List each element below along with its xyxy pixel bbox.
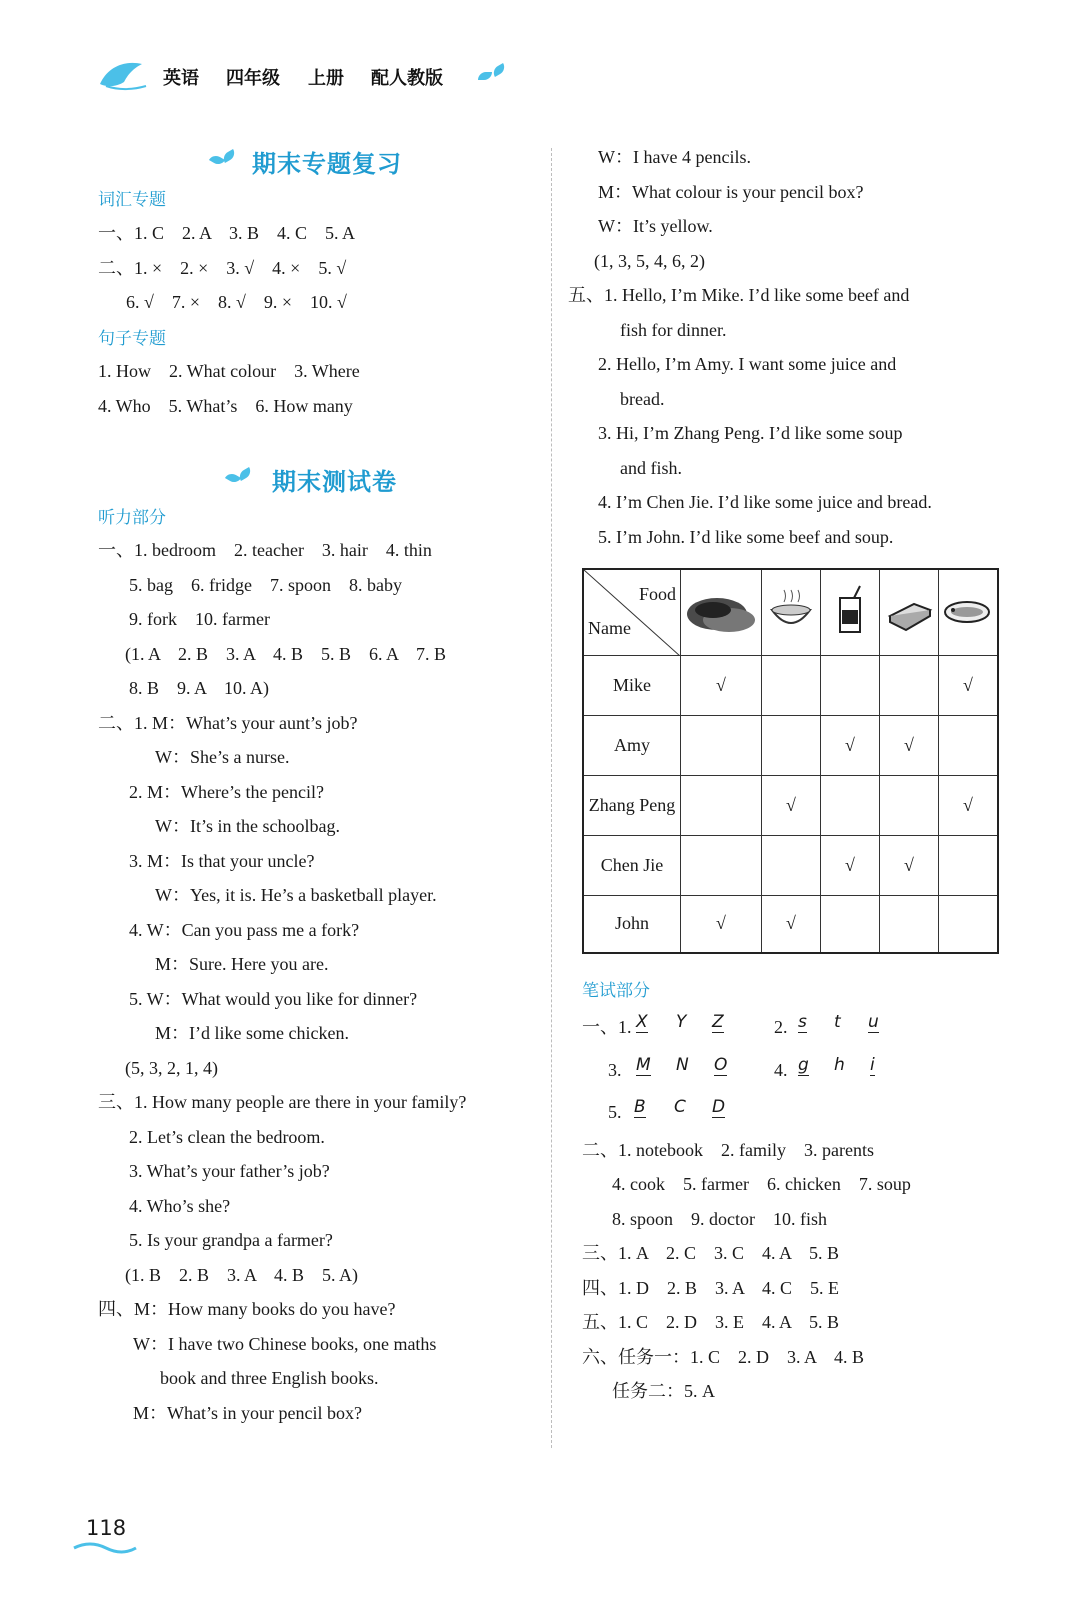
- letter-answer: i: [870, 1055, 875, 1075]
- answer-line: 一、1. bedroom 2. teacher 3. hair 4. thin: [98, 540, 432, 560]
- table-name-cell: Zhang Peng: [583, 775, 681, 835]
- food-table: [582, 568, 999, 954]
- table-check-cell: [939, 895, 999, 953]
- answer-line: 5. W：What would you like for dinner?: [129, 989, 418, 1009]
- sentence-label: 句子专题: [98, 329, 166, 349]
- answer-line: W：It’s in the schoolbag.: [155, 816, 340, 836]
- header-grade: 四年级: [226, 68, 280, 89]
- table-check-cell: [880, 655, 939, 715]
- letter-answer: B: [634, 1097, 646, 1117]
- answer-line: 四、1. D 2. B 3. A 4. C 5. E: [582, 1278, 840, 1298]
- table-check-cell: √: [880, 835, 939, 895]
- letter-answer: Z: [712, 1012, 724, 1032]
- table-check-cell: √: [821, 715, 880, 775]
- table-corner-cell: [583, 569, 681, 655]
- answer-line: fish for dinner.: [620, 320, 727, 340]
- soup-icon: [762, 569, 821, 655]
- answer-line: and fish.: [620, 458, 682, 478]
- letters-num: 3.: [608, 1060, 622, 1080]
- answer-line: bread.: [620, 389, 665, 409]
- table-check-cell: √: [681, 655, 762, 715]
- answer-line: M：What’s in your pencil box?: [133, 1403, 362, 1423]
- table-check-cell: [880, 895, 939, 953]
- answer-line: W：Yes, it is. He’s a basketball player.: [155, 885, 437, 905]
- leaf-icon: [237, 467, 253, 481]
- table-check-cell: [762, 655, 821, 715]
- table-check-cell: [762, 835, 821, 895]
- answer-line: 5. Is your grandpa a farmer?: [129, 1230, 333, 1250]
- leaf-icon: [491, 63, 507, 77]
- letter-answer: g: [798, 1055, 809, 1075]
- answer-line: W：It’s yellow.: [598, 216, 713, 236]
- answer-line: 1. How 2. What colour 3. Where: [98, 361, 360, 381]
- letter-answer: u: [868, 1012, 879, 1032]
- table-check-cell: [762, 715, 821, 775]
- answer-line: 五、1. Hello, I’m Mike. I’d like some beef and: [568, 285, 910, 305]
- answer-line: 3. Hi, I’m Zhang Peng. I’d like some soup: [598, 423, 903, 443]
- table-check-cell: [681, 775, 762, 835]
- answer-line: 二、1. × 2. × 3. √ 4. × 5. √: [98, 258, 347, 278]
- answer-line: 4. Who 5. What’s 6. How many: [98, 396, 353, 416]
- answer-line: (1. B 2. B 3. A 4. B 5. A): [125, 1265, 359, 1285]
- answer-line: 五、1. C 2. D 3. E 4. A 5. B: [582, 1312, 840, 1332]
- answer-line: 2. Hello, I’m Amy. I want some juice and: [598, 354, 897, 374]
- table-check-cell: [821, 775, 880, 835]
- listening-label: 听力部分: [98, 508, 166, 528]
- bread-icon: [880, 569, 939, 655]
- table-name-cell: John: [583, 895, 681, 953]
- table-name-cell: Amy: [583, 715, 681, 775]
- letters-num: 一、1.: [582, 1017, 632, 1037]
- letter-answer: O: [714, 1055, 728, 1075]
- letters-num: 4.: [774, 1060, 788, 1080]
- answer-line: 三、1. How many people are there in your family?: [98, 1092, 467, 1112]
- table-check-cell: [821, 655, 880, 715]
- page-wave-icon: [72, 1540, 138, 1554]
- answer-line: M：Sure. Here you are.: [155, 954, 329, 974]
- letter-answer: D: [712, 1097, 726, 1117]
- table-check-cell: [681, 715, 762, 775]
- answer-line: 5. bag 6. fridge 7. spoon 8. baby: [129, 575, 402, 595]
- answer-line: 8. B 9. A 10. A): [129, 678, 270, 698]
- table-check-cell: [939, 715, 999, 775]
- table-check-cell: √: [939, 775, 999, 835]
- section-title-final-test: 期末测试卷: [272, 468, 397, 496]
- letter-answer: X: [636, 1012, 648, 1032]
- table-name-cell: Chen Jie: [583, 835, 681, 895]
- table-check-cell: [939, 835, 999, 895]
- diagonal-line: [584, 570, 680, 656]
- header-subject: 英语: [163, 68, 199, 89]
- letters-num: 2.: [774, 1017, 788, 1037]
- vocab-label: 词汇专题: [98, 190, 166, 210]
- header-volume: 上册: [308, 68, 344, 89]
- letter-given: C: [674, 1097, 686, 1117]
- answer-line: 四、M：How many books do you have?: [98, 1299, 396, 1319]
- answer-line: book and three English books.: [160, 1368, 379, 1388]
- written-label: 笔试部分: [582, 981, 650, 1001]
- answer-line: 任务二：5. A: [612, 1381, 715, 1401]
- fish-icon: [939, 569, 999, 655]
- answer-line: 2. Let’s clean the bedroom.: [129, 1127, 325, 1147]
- answer-line: 3. What’s your father’s job?: [129, 1161, 330, 1181]
- answer-line: 9. fork 10. farmer: [129, 609, 270, 629]
- answer-line: 5. I’m John. I’d like some beef and soup.: [598, 527, 894, 547]
- table-check-cell: [880, 775, 939, 835]
- table-check-cell: √: [821, 835, 880, 895]
- answer-line: 二、1. notebook 2. family 3. parents: [582, 1140, 874, 1160]
- answer-line: M：I’d like some chicken.: [155, 1023, 349, 1043]
- table-name-cell: Mike: [583, 655, 681, 715]
- answer-line: (5, 3, 2, 1, 4): [125, 1058, 218, 1078]
- bird-logo-icon: [98, 56, 148, 92]
- juice-icon: [821, 569, 880, 655]
- leaf-icon: [221, 149, 237, 163]
- section-title-review: 期末专题复习: [252, 150, 402, 178]
- letter-answer: s: [798, 1012, 807, 1032]
- answer-line: M：What colour is your pencil box?: [598, 182, 864, 202]
- table-check-cell: √: [681, 895, 762, 953]
- answer-line: 六、任务一：1. C 2. D 3. A 4. B: [582, 1347, 865, 1367]
- answer-line: 4. I’m Chen Jie. I’d like some juice and bread.: [598, 492, 932, 512]
- answer-line: (1. A 2. B 3. A 4. B 5. B 6. A 7. B: [125, 644, 447, 664]
- answer-line: 三、1. A 2. C 3. C 4. A 5. B: [582, 1243, 840, 1263]
- answer-line: 4. Who’s she?: [129, 1196, 231, 1216]
- answer-line: 8. spoon 9. doctor 10. fish: [612, 1209, 827, 1229]
- table-check-cell: [821, 895, 880, 953]
- letter-given: h: [834, 1055, 845, 1075]
- answer-line: 4. cook 5. farmer 6. chicken 7. soup: [612, 1174, 911, 1194]
- answer-line: 2. M：Where’s the pencil?: [129, 782, 324, 802]
- answer-line: 二、1. M：What’s your aunt’s job?: [98, 713, 358, 733]
- column-divider: [551, 148, 552, 1448]
- table-check-cell: √: [762, 895, 821, 953]
- letter-given: t: [834, 1012, 841, 1032]
- answer-line: 6. √ 7. × 8. √ 9. × 10. √: [126, 292, 347, 312]
- table-check-cell: √: [939, 655, 999, 715]
- letter-answer: M: [636, 1055, 651, 1075]
- header-edition: 配人教版: [371, 68, 443, 89]
- letter-given: Y: [676, 1012, 687, 1032]
- leaf-icon: [478, 72, 492, 80]
- beef-icon: [681, 569, 762, 655]
- answer-line: W：She’s a nurse.: [155, 747, 290, 767]
- food-header-label: Food: [638, 584, 676, 604]
- answer-line: (1, 3, 5, 4, 6, 2): [594, 251, 705, 271]
- answer-line: 4. W：Can you pass me a fork?: [129, 920, 360, 940]
- letters-num: 5.: [608, 1102, 622, 1122]
- page-number: 118: [86, 1516, 127, 1540]
- table-check-cell: √: [762, 775, 821, 835]
- table-check-cell: √: [880, 715, 939, 775]
- answer-line: 一、1. C 2. A 3. B 4. C 5. A: [98, 223, 356, 243]
- answer-line: 3. M：Is that your uncle?: [129, 851, 315, 871]
- letter-given: N: [676, 1055, 689, 1075]
- answer-line: W：I have two Chinese books, one maths: [133, 1334, 437, 1354]
- answer-line: W：I have 4 pencils.: [598, 147, 751, 167]
- name-header-label: Name: [588, 618, 631, 638]
- table-check-cell: [681, 835, 762, 895]
